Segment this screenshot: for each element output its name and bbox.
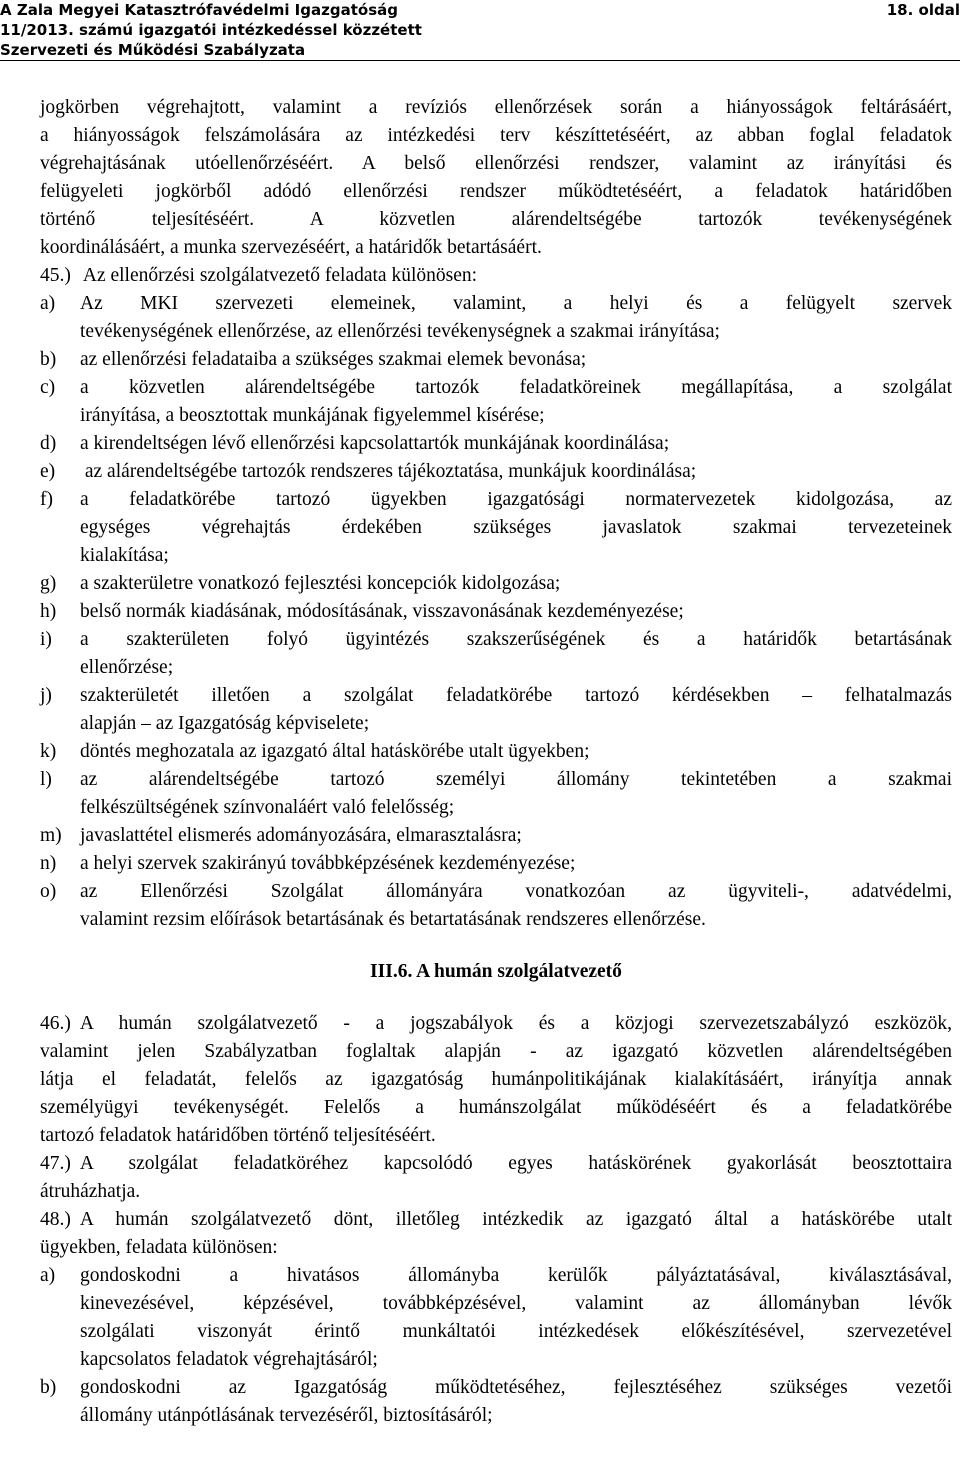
text-line: a szakterületen folyó ügyintézés szakszerűségének és a határidők betartásának <box>80 629 952 650</box>
list-item-label: k) <box>40 741 57 762</box>
section-first-line <box>40 1010 952 1038</box>
text-line: személyügyi tevékenységét. Felelős a humánszolgálat működéséért és a feladatkörébe <box>40 1097 952 1118</box>
list-item-label: a) <box>40 293 56 314</box>
text-line: szakterületét illetően a szolgálat feladatkörébe tartozó kérdésekben – felhatalmazás <box>80 685 952 706</box>
text-line: A humán szolgálatvezető dönt, illetőleg intézkedik az igazgató által a hatáskörébe utalt <box>79 1209 952 1230</box>
list-item-text <box>80 738 952 766</box>
text-line: gondoskodni az Igazgatóság működtetéséhez, fejlesztéséhez szükséges vezetői <box>80 1377 952 1398</box>
text-line: az Ellenőrzési Szolgálat állományára vonatkozóan az ügyviteli-, adatvédelmi, <box>80 881 952 902</box>
list-item <box>40 430 952 458</box>
page-header <box>0 0 960 60</box>
text-line: a közvetlen alárendeltségébe tartozók feladatköreinek megállapítása, a szolgálat <box>80 377 952 398</box>
list-item-label: f) <box>40 489 53 510</box>
text-line: átruházhatja. <box>40 1181 141 1202</box>
list-item-text <box>80 1374 952 1430</box>
list-item-label: j) <box>40 685 52 706</box>
section-48-list <box>40 1262 952 1430</box>
list-item <box>40 878 952 934</box>
text-line: javaslattétel elismerés adományozására, elmarasztalásra; <box>80 825 522 846</box>
list-item-text <box>80 486 952 570</box>
list-item <box>40 346 952 374</box>
list-item-text <box>80 346 952 374</box>
section-48 <box>40 1206 952 1430</box>
text-line: tartozó feladatok határidőben történő teljesítéséért. <box>40 1125 436 1146</box>
text-line: koordinálásáért, a munka szervezéséért, a határidők betartásáért. <box>40 237 542 258</box>
section-number: 48.) <box>40 1209 71 1230</box>
section-lead <box>40 262 952 290</box>
list-item-label: d) <box>40 433 57 454</box>
text-line: felkészültségének színvonaláért való felelősség; <box>80 797 455 818</box>
list-item-text <box>80 458 952 486</box>
intro-paragraph <box>40 94 952 262</box>
list-item <box>40 850 952 878</box>
list-item <box>40 458 952 486</box>
section-47 <box>40 1150 952 1206</box>
text-line: a hiányosságok felszámolására az intézkedési terv készíttetéséért, az abban foglal feladatok <box>40 125 952 146</box>
list-item-label: i) <box>40 629 52 650</box>
list-item-label: b) <box>40 349 57 370</box>
list-item-label: h) <box>40 601 57 622</box>
text-line: a szakterületre vonatkozó fejlesztési koncepciók kidolgozása; <box>80 573 561 594</box>
section-45 <box>40 262 952 934</box>
text-line: valamint rezsim előírások betartásának és betartatásának rendszeres ellenőrzése. <box>80 909 706 930</box>
text-line: valamint jelen Szabályzatban foglaltak alapján - az igazgató közvetlen alárendeltségében <box>40 1041 952 1062</box>
text-line: a helyi szervek szakirányú továbbképzésének kezdeményezése; <box>80 853 576 874</box>
text-line: kapcsolatos feladatok végrehajtásáról; <box>80 1349 378 1370</box>
list-item <box>40 374 952 430</box>
section-lead-text: Az ellenőrzési szolgálatvezető feladata különösen: <box>82 265 478 286</box>
list-item-label: g) <box>40 573 57 594</box>
text-line: döntés meghozatala az igazgató által hatáskörébe utalt ügyekben; <box>80 741 590 762</box>
text-line: A humán szolgálatvezető - a jogszabályok és a közjogi szervezetszabályzó eszközök, <box>79 1013 952 1034</box>
list-item <box>40 682 952 738</box>
list-item <box>40 570 952 598</box>
text-line: az ellenőrzési feladataiba a szükséges szakmai elemek bevonása; <box>80 349 587 370</box>
text-line: belső normák kiadásának, módosításának, visszavonásának kezdeményezése; <box>80 601 684 622</box>
list-item <box>40 1374 952 1430</box>
text-line: egységes végrehajtás érdekében szükséges javaslatok szakmai tervezeteinek <box>80 517 952 538</box>
section-46 <box>40 1010 952 1150</box>
text-line: az alárendeltségébe tartozó személyi állomány tekintetében a szakmai <box>80 769 952 790</box>
header-divider <box>0 60 960 61</box>
list-item-text <box>80 374 952 430</box>
list-item-text <box>80 626 952 682</box>
list-item <box>40 626 952 682</box>
header-document-title: Szervezeti és Működési Szabályzata <box>0 41 306 59</box>
list-item <box>40 290 952 346</box>
section-number: 47.) <box>40 1153 71 1174</box>
text-line: gondoskodni a hivatásos állományba kerülők pályáztatásával, kiválasztásával, <box>80 1265 952 1286</box>
text-line: Az MKI szervezeti elemeinek, valamint, a helyi és a felügyelt szervek <box>80 293 952 314</box>
list-item-text <box>80 570 952 598</box>
list-item-label: m) <box>40 825 62 846</box>
list-item-text <box>80 850 952 878</box>
list-item-label: e) <box>40 461 56 482</box>
section-45-list <box>40 290 952 934</box>
text-line: történő teljesítéséért. A közvetlen alárendeltségébe tartozók tevékenységének <box>40 209 952 230</box>
text-line: tevékenységének ellenőrzése, az ellenőrzési tevékenységnek a szakmai irányítása; <box>80 321 720 342</box>
section-number: 45.) <box>40 265 71 286</box>
list-item-text <box>80 598 952 626</box>
section-number: 46.) <box>40 1013 71 1034</box>
list-item-label: l) <box>40 769 52 790</box>
list-item-label: o) <box>40 881 57 902</box>
list-item-text <box>80 822 952 850</box>
list-item-text <box>80 430 952 458</box>
text-line: látja el feladatát, felelős az igazgatóság humánpolitikájának kialakításáért, irányítja annak <box>40 1069 952 1090</box>
list-item <box>40 738 952 766</box>
text-line: irányítása, a beosztottak munkájának figyelemmel kísérése; <box>80 405 545 426</box>
text-line: A szolgálat feladatköréhez kapcsolódó egyes hatáskörének gyakorlását beosztottaira <box>79 1153 952 1174</box>
text-line: szolgálati viszonyát érintő munkáltatói intézkedések előkészítésével, szervezetével <box>80 1321 952 1342</box>
list-item <box>40 766 952 822</box>
list-item-text <box>80 682 952 738</box>
section-first-line <box>40 1150 952 1178</box>
header-page-number: 18. oldal <box>886 1 960 19</box>
text-line: ellenőrzése; <box>80 657 174 678</box>
text-line: kialakítása; <box>80 545 169 566</box>
text-line: a feladatkörébe tartozó ügyekben igazgatósági normatervezetek kidolgozása, az <box>80 489 952 510</box>
text-line: felügyeleti jogkörből adódó ellenőrzési rendszer működtetéséért, a feladatok határidőben <box>40 181 952 202</box>
text-line: az alárendeltségébe tartozók rendszeres tájékoztatása, munkájuk koordinálása; <box>80 461 697 482</box>
list-item-text <box>80 290 952 346</box>
list-item <box>40 598 952 626</box>
list-item-label: b) <box>40 1377 57 1398</box>
section-first-line <box>40 1206 952 1234</box>
list-item-label: a) <box>40 1265 56 1286</box>
header-organization: A Zala Megyei Katasztrófavédelmi Igazgatóság <box>0 1 398 19</box>
list-item <box>40 486 952 570</box>
text-line: alapján – az Igazgatóság képviselete; <box>80 713 370 734</box>
list-item <box>40 822 952 850</box>
list-item <box>40 1262 952 1374</box>
text-line: a kirendeltségen lévő ellenőrzési kapcsolattartók munkájának koordinálása; <box>80 433 670 454</box>
list-item-label: n) <box>40 853 57 874</box>
header-reference: 11/2013. számú igazgatói intézkedéssel közzétett <box>0 21 422 39</box>
text-line: állomány utánpótlásának tervezéséről, biztosításáról; <box>80 1405 493 1426</box>
text-line: végrehajtásának utóellenőrzéséért. A belső ellenőrzési rendszer, valamint az irányítási és <box>40 153 952 174</box>
text-line: jogkörben végrehajtott, valamint a revíziós ellenőrzések során a hiányosságok feltárásáért, <box>40 97 952 118</box>
list-item-label: c) <box>40 377 56 398</box>
list-item-text <box>80 878 952 934</box>
section-heading: III.6. A humán szolgálatvezető <box>370 961 622 982</box>
list-item-text <box>80 766 952 822</box>
list-item-text <box>80 1262 952 1374</box>
text-line: ügyekben, feladata különösen: <box>40 1237 278 1258</box>
text-line: kinevezésével, képzésével, továbbképzésével, valamint az állományban lévők <box>80 1293 952 1314</box>
document-body <box>40 94 952 1430</box>
